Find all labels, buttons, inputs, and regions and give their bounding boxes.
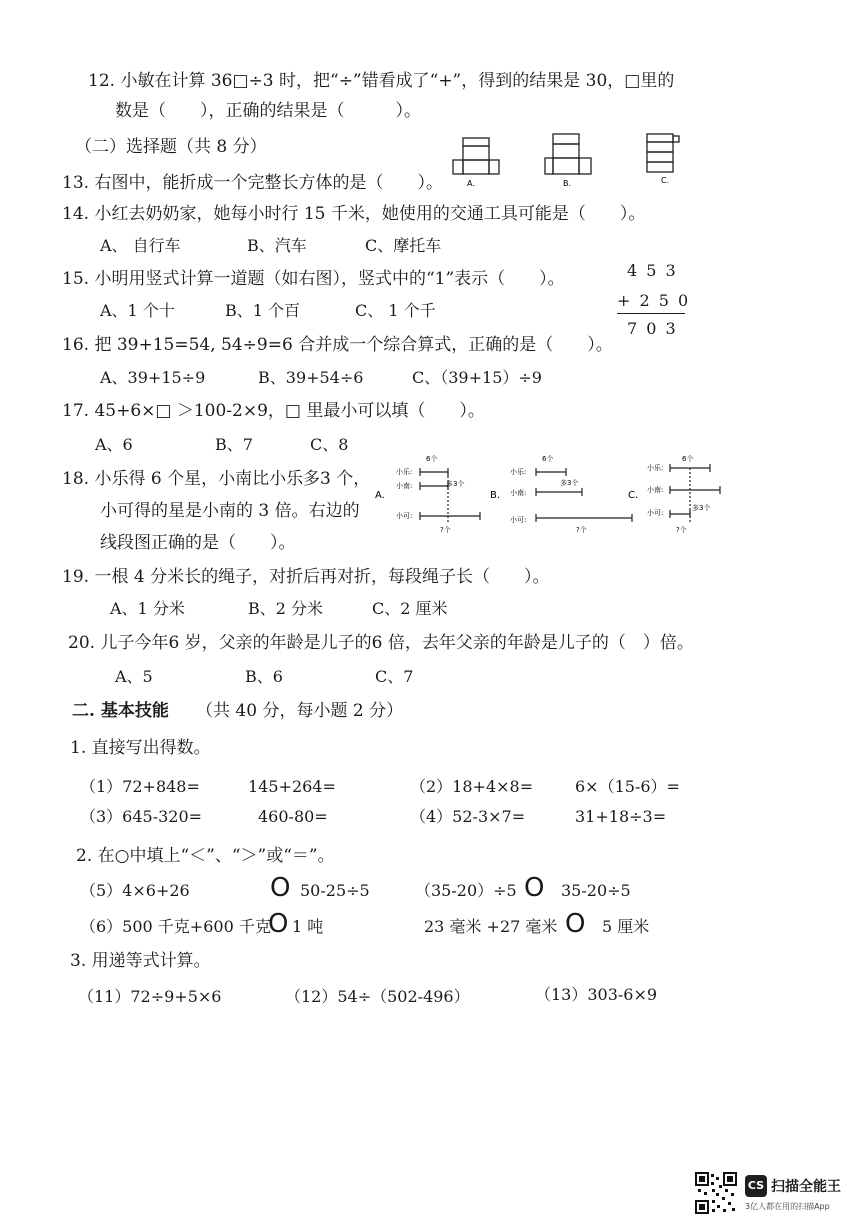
section-choice-title: （二）选择题（共 8 分） xyxy=(75,137,267,157)
section-skills-title: 二. 基本技能 xyxy=(72,701,169,721)
s2-row2-left2: 23 毫米 +27 毫米 xyxy=(424,917,558,936)
s1-row1-item1: （1）72+848= xyxy=(80,777,200,796)
segment-diagram-a xyxy=(375,454,480,534)
svg-text:B.: B. xyxy=(490,490,501,501)
vertical-middle: + 2 5 0 xyxy=(617,291,691,310)
s2-row2-right: 1 吨 xyxy=(292,917,324,936)
q20-option-a: A、5 xyxy=(115,667,153,686)
s2-title: 2. 在○中填上“＜”、“＞”或“＝”。 xyxy=(76,846,335,866)
vertical-top: 4 5 3 xyxy=(627,261,678,280)
q19-option-c: C、2 厘米 xyxy=(372,599,448,618)
app-tagline: 3亿人都在用的扫描App xyxy=(745,1202,830,1211)
q20-option-c: C、7 xyxy=(375,667,414,686)
net-a-label: A. xyxy=(467,179,475,188)
svg-text:?个: ?个 xyxy=(676,526,687,534)
scanner-watermark xyxy=(745,1175,855,1215)
section-skills-note: （共 40 分，每小题 2 分） xyxy=(196,701,404,721)
svg-text:多3个: 多3个 xyxy=(560,479,579,487)
svg-text:小乐:: 小乐: xyxy=(647,464,664,472)
q14-option-c: C、摩托车 xyxy=(365,236,442,255)
q20-text: 20. 儿子今年6 岁，父亲的年龄是儿子的6 倍，去年父亲的年龄是儿子的（ ）倍。 xyxy=(68,633,694,653)
q12-line1: 12. 小敏在计算 36□÷3 时，把“÷”错看成了“+”，得到的结果是 30，□里的 xyxy=(88,71,675,91)
svg-text:6个: 6个 xyxy=(682,455,694,463)
q17-option-b: B、7 xyxy=(215,435,253,454)
svg-text:小南:: 小南: xyxy=(510,489,527,497)
q18-line3: 线段图正确的是（ ）。 xyxy=(100,533,296,553)
s1-row2-item3: （4）52-3×7= xyxy=(410,807,526,826)
q19-text: 19. 一根 4 分米长的绳子，对折后再对折，每段绳子长（ ）。 xyxy=(62,567,550,587)
qr-code-icon xyxy=(695,1172,737,1214)
s3-title: 3. 用递等式计算。 xyxy=(70,951,211,971)
svg-text:小可:: 小可: xyxy=(396,512,413,520)
svg-text:C.: C. xyxy=(628,490,639,501)
s3-item-12: （12）54÷（502-496） xyxy=(285,987,470,1006)
compare-circle-4[interactable]: O xyxy=(565,909,586,939)
compare-circle-2[interactable]: O xyxy=(524,873,545,903)
q15-vertical-calc xyxy=(615,260,690,340)
s1-row1-item3: （2）18+4×8= xyxy=(410,777,534,796)
s2-row2-right2: 5 厘米 xyxy=(602,917,650,936)
q15-option-a: A、1 个十 xyxy=(100,301,175,320)
q18-line1: 18. 小乐得 6 个星，小南比小乐多3 个， xyxy=(62,469,371,489)
segment-diagram-c xyxy=(628,454,720,534)
s3-item-11: （11）72÷9+5×6 xyxy=(78,987,222,1006)
s2-row1-left: （5）4×6+26 xyxy=(80,881,190,900)
q14-option-b: B、汽车 xyxy=(247,236,307,255)
s2-row1-left2: （35-20）÷5 xyxy=(415,881,517,900)
s1-row2-item1: （3）645-320= xyxy=(80,807,203,826)
net-b-label: B. xyxy=(563,179,572,188)
q17-option-a: A、6 xyxy=(95,435,133,454)
vertical-bottom: 7 0 3 xyxy=(627,319,678,338)
compare-circle-3[interactable]: O xyxy=(268,909,289,939)
s1-title: 1. 直接写出得数。 xyxy=(70,738,211,758)
q18-segment-diagrams xyxy=(370,452,730,534)
svg-text:小乐:: 小乐: xyxy=(396,468,413,476)
svg-text:小乐:: 小乐: xyxy=(510,468,527,476)
s2-row1-right2: 35-20÷5 xyxy=(561,881,631,900)
svg-text:6个: 6个 xyxy=(426,455,438,463)
s1-row1-item4: 6×（15-6）= xyxy=(575,777,680,796)
svg-text:多3个: 多3个 xyxy=(692,504,711,512)
svg-text:6个: 6个 xyxy=(542,455,554,463)
q12-line2: 数是（ ），正确的结果是（ ）。 xyxy=(115,101,421,121)
cs-logo-icon: CS xyxy=(745,1175,767,1197)
svg-text:小可:: 小可: xyxy=(647,509,664,517)
q16-option-a: A、39+15÷9 xyxy=(100,368,206,387)
svg-text:小可:: 小可: xyxy=(510,516,527,524)
s1-row1-item2: 145+264= xyxy=(248,777,336,796)
net-b xyxy=(545,134,591,174)
vertical-rule xyxy=(617,313,685,314)
net-a xyxy=(453,138,499,174)
q16-option-c: C、（39+15）÷9 xyxy=(412,368,542,387)
q16-option-b: B、39+54÷6 xyxy=(258,368,364,387)
q15-text: 15. 小明用竖式计算一道题（如右图），竖式中的“1”表示（ ）。 xyxy=(62,269,565,289)
q16-text: 16. 把 39+15=54, 54÷9=6 合并成一个综合算式，正确的是（ ）。 xyxy=(62,335,613,355)
q17-text: 17. 45+6×□ ＞100-2×9，□ 里最小可以填（ ）。 xyxy=(62,401,485,421)
s2-row2-left: （6）500 千克+600 千克 xyxy=(80,917,271,936)
segment-diagram-b xyxy=(490,454,632,534)
svg-text:?个: ?个 xyxy=(576,526,587,534)
q15-option-b: B、1 个百 xyxy=(225,301,301,320)
net-c xyxy=(647,134,679,172)
q13-text: 13. 右图中，能折成一个完整长方体的是（ ）。 xyxy=(62,173,443,193)
q19-option-a: A、1 分米 xyxy=(110,599,185,618)
q15-option-c: C、 1 个千 xyxy=(355,301,436,320)
compare-circle-1[interactable]: O xyxy=(270,873,291,903)
s1-row2-item2: 460-80= xyxy=(258,807,328,826)
svg-text:小南:: 小南: xyxy=(647,486,664,494)
q13-nets-figure xyxy=(445,128,695,190)
q14-option-a: A、 自行车 xyxy=(100,236,181,255)
app-name: 扫描全能王 xyxy=(771,1179,841,1195)
s1-row2-item4: 31+18÷3= xyxy=(575,807,667,826)
q14-text: 14. 小红去奶奶家，她每小时行 15 千米，她使用的交通工具可能是（ ）。 xyxy=(62,204,646,224)
q19-option-b: B、2 分米 xyxy=(248,599,324,618)
q20-option-b: B、6 xyxy=(245,667,283,686)
svg-text:A.: A. xyxy=(375,490,385,501)
svg-text:多3个: 多3个 xyxy=(446,480,465,488)
svg-text:小南:: 小南: xyxy=(396,482,413,490)
s2-row1-right: 50-25÷5 xyxy=(300,881,370,900)
q18-line2: 小可得的星是小南的 3 倍。右边的 xyxy=(100,501,360,521)
s3-item-13: （13）303-6×9 xyxy=(535,985,658,1004)
q17-option-c: C、8 xyxy=(310,435,349,454)
svg-text:?个: ?个 xyxy=(440,526,451,534)
net-c-label: C. xyxy=(661,176,670,185)
